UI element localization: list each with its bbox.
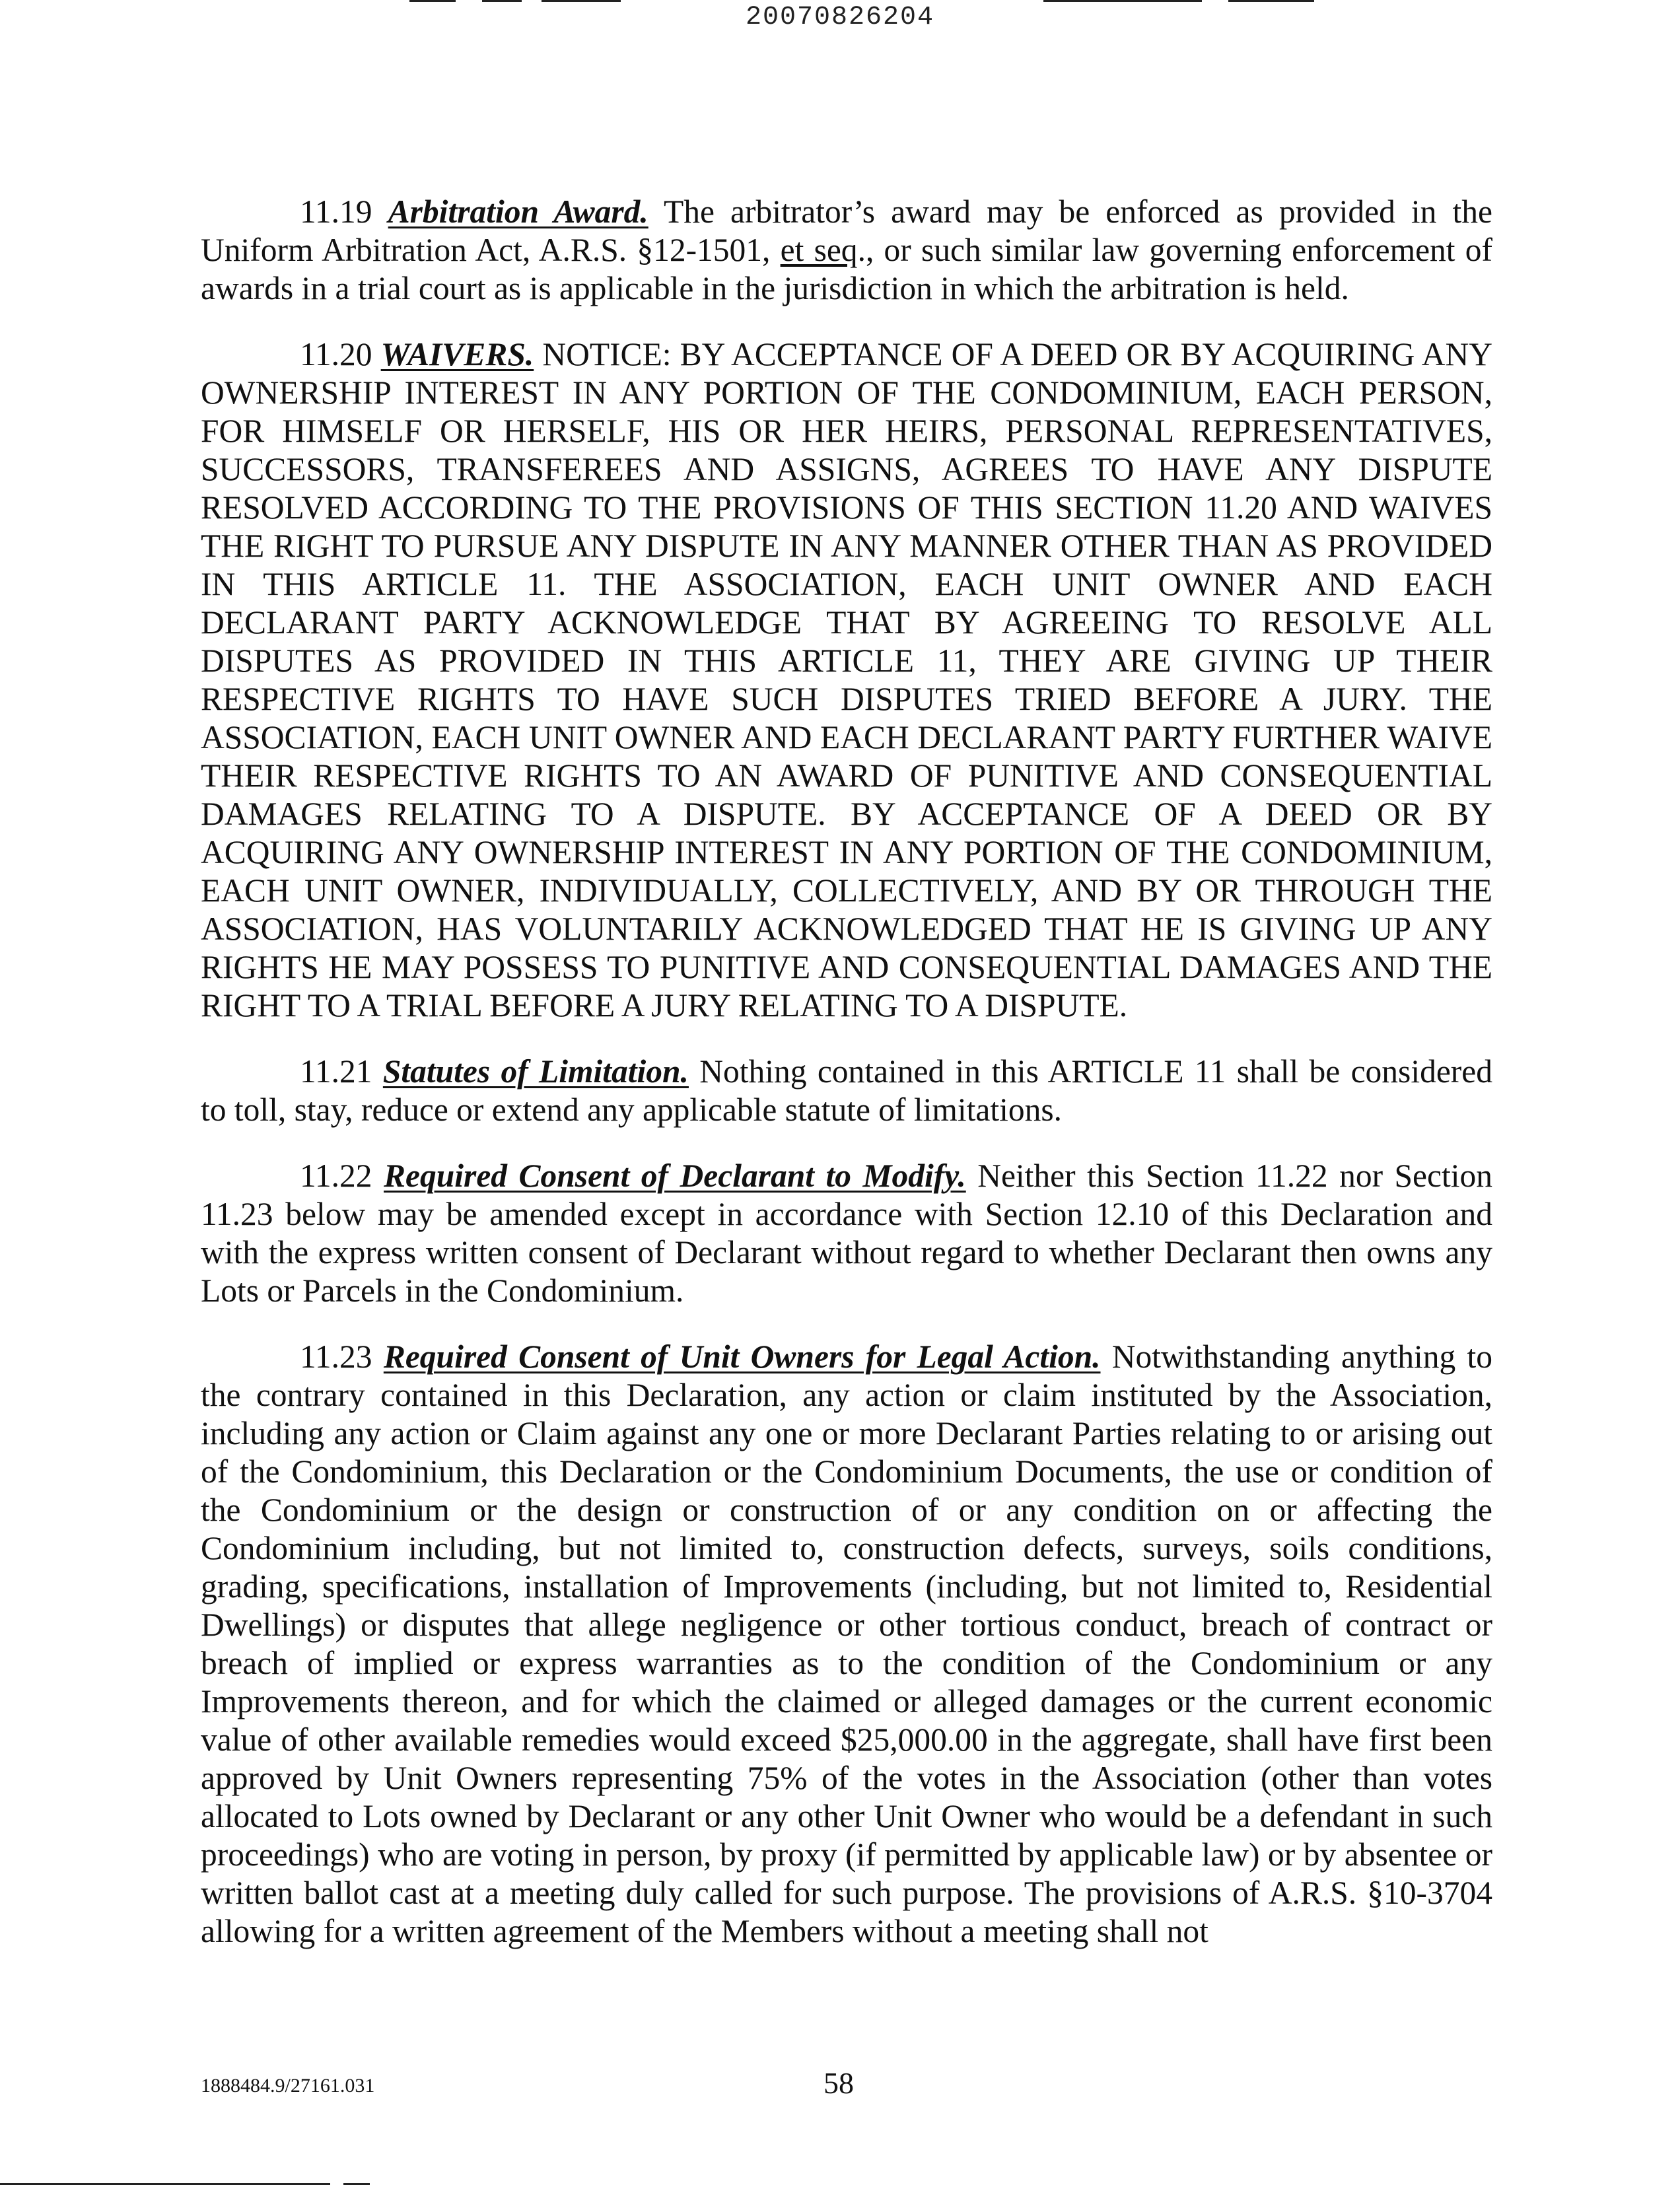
section-heading: Statutes of Limitation. bbox=[382, 1053, 689, 1090]
section-number: 11.19 bbox=[300, 193, 372, 230]
section-number: 11.21 bbox=[300, 1053, 372, 1090]
page-number: 58 bbox=[823, 2066, 854, 2100]
recording-number: 20070826204 bbox=[745, 3, 935, 32]
et-seq-citation: et seq bbox=[780, 232, 858, 268]
section-11-20 bbox=[201, 335, 1492, 1025]
section-text: Notwithstanding anything to the contrary contained in this Declaration, any action or claim instituted by the Association, including any action or Claim against any one or more Declarant Parties relating to or arising out of the Condominium, this Declaration or the Condominium Documents, the use or condition of the Condominium or the design or construction of or any condition on or affecting the Condominium including, but not limited to, construction defects, surveys, soils conditions, grading, specifications, installation of Improvements (including, but not limited to, Residential Dwellings) or disputes that allege negligence or other tortious conduct, breach of contract or breach of implied or express warranties as to the condition of the Condominium or any Improvements thereon, and for which the claimed or alleged damages or the current economic value of other available remedies would exceed $25,000.00 in the aggregate, shall have first been approved by Unit Owners representing 75% of the votes in the Association (other than votes allocated to Lots owned by Declarant or any other Unit Owner who would be a defendant in such proceedings) who are voting in person, by proxy (if permitted by applicable law) or by absentee or written ballot cast at a meeting duly called for such purpose. The provisions of A.R.S. §10-3704 allowing for a written agreement of the Members without a meeting shall not bbox=[201, 1338, 1492, 1949]
scan-artifact-bar bbox=[0, 2183, 330, 2185]
section-text: NOTICE: BY ACCEPTANCE OF A DEED OR BY ACQUIRING ANY OWNERSHIP INTEREST IN ANY PORTION OF THE CONDOMINIUM, EACH PERSON, FOR HIMSELF OR HERSELF, HIS OR HER HEIRS, PERSONAL REPRESENTATIVES, SUCCESSORS, TRANSFEREES AND ASSIGNS, AGREES TO HAVE ANY DISPUTE RESOLVED ACCORDING TO THE PROVISIONS OF THIS SECTION 11.20 AND WAIVES THE RIGHT TO PURSUE ANY DISPUTE IN ANY MANNER OTHER THAN AS PROVIDED IN THIS ARTICLE 11. THE ASSOCIATION, EACH UNIT OWNER AND EACH DECLARANT PARTY ACKNOWLEDGE THAT BY AGREEING TO RESOLVE ALL DISPUTES AS PROVIDED IN THIS ARTICLE 11, THEY ARE GIVING UP THEIR RESPECTIVE RIGHTS TO HAVE SUCH DISPUTES TRIED BEFORE A JURY. THE ASSOCIATION, EACH UNIT OWNER AND EACH DECLARANT PARTY FURTHER WAIVE THEIR RESPECTIVE RIGHTS TO AN AWARD OF PUNITIVE AND CONSEQUENTIAL DAMAGES RELATING TO A DISPUTE. BY ACCEPTANCE OF A DEED OR BY ACQUIRING ANY OWNERSHIP INTEREST IN ANY PORTION OF THE CONDOMINIUM, EACH UNIT OWNER, INDIVIDUALLY, COLLECTIVELY, AND BY OR THROUGH THE ASSOCIATION, HAS VOLUNTARILY ACKNOWLEDGED THAT HE IS GIVING UP ANY RIGHTS HE MAY POSSESS TO PUNITIVE AND CONSEQUENTIAL DAMAGES AND THE RIGHT TO A TRIAL BEFORE A JURY RELATING TO A DISPUTE. bbox=[201, 336, 1493, 1024]
document-reference: 1888484.9/27161.031 bbox=[201, 2075, 375, 2097]
section-text: Neither this Section 11.22 nor Section 11.23 below may be amended except in accordance with Section 12.10 of this Declaration and with the express written consent of Declarant without regard to whether Declarant then owns any Lots or Parcels in the Condominium. bbox=[201, 1158, 1493, 1309]
section-number: 11.22 bbox=[300, 1158, 372, 1194]
section-heading: WAIVERS. bbox=[380, 336, 534, 372]
scan-artifact-bar bbox=[482, 0, 522, 2]
section-heading: Required Consent of Unit Owners for Legal Action. bbox=[383, 1338, 1101, 1375]
section-number: 11.23 bbox=[300, 1338, 372, 1375]
scan-artifact-bar bbox=[409, 0, 456, 2]
scan-artifact-bar bbox=[1043, 0, 1202, 2]
section-11-21 bbox=[201, 1053, 1492, 1129]
section-heading: Arbitration Award. bbox=[388, 193, 648, 230]
section-11-19 bbox=[201, 193, 1492, 308]
section-number: 11.20 bbox=[300, 336, 372, 372]
section-text: Nothing contained in this ARTICLE 11 shall be considered to toll, stay, reduce or extend any applicable statute of limitations. bbox=[201, 1053, 1492, 1128]
document-body bbox=[201, 193, 1492, 1978]
section-11-23 bbox=[201, 1338, 1492, 1951]
section-11-22 bbox=[201, 1157, 1492, 1310]
section-text: ., or such similar law governing enforcement of awards in a trial court as is applicable in the jurisdiction in which the arbitration is held. bbox=[201, 232, 1492, 306]
scan-artifact-bar bbox=[343, 2183, 370, 2185]
section-text: The arbitrator’s award may be enforced as provided in the Uniform Arbitration Act, A.R.S. §12-1501, bbox=[201, 193, 1493, 268]
scan-artifact-bar bbox=[542, 0, 621, 2]
section-heading: Required Consent of Declarant to Modify. bbox=[384, 1158, 966, 1194]
scan-artifact-bar bbox=[1228, 0, 1314, 2]
